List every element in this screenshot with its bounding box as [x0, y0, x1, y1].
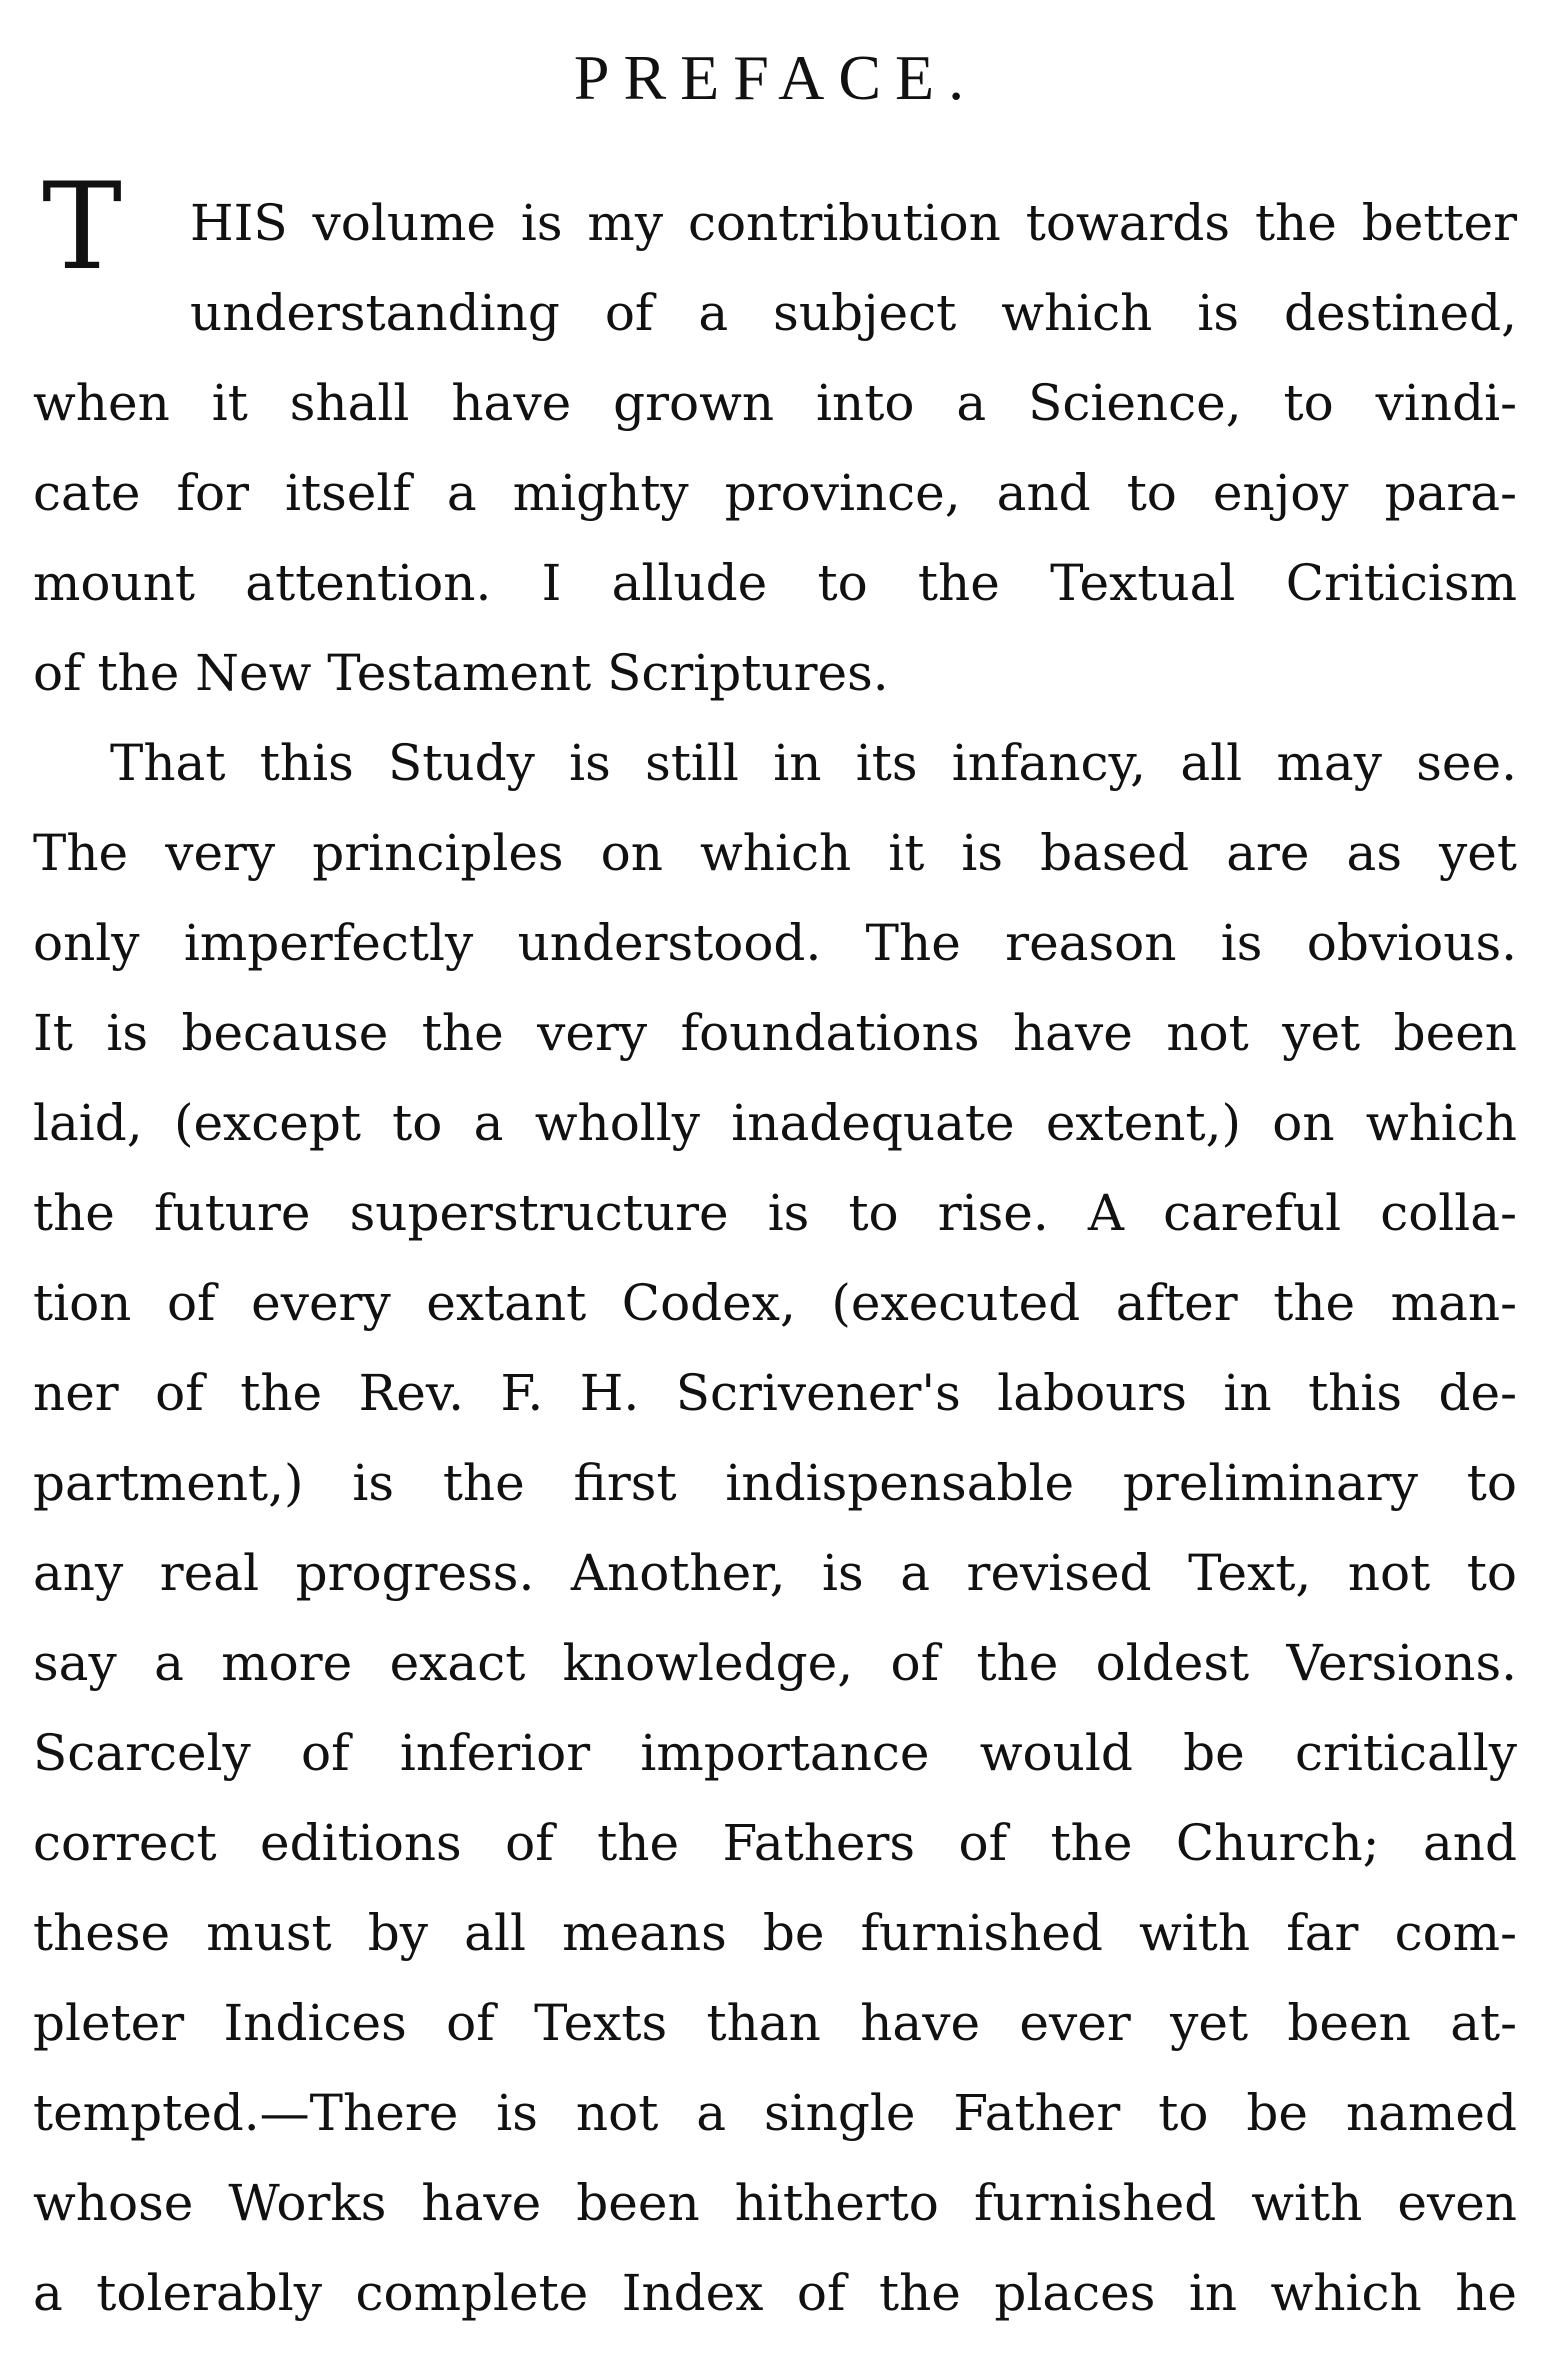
text-line: any real progress. Another, is a revised Text, not to [33, 1544, 1517, 1602]
text-line: HIS volume is my contribution towards the better [190, 194, 1517, 252]
text-line: understanding of a subject which is destined, [190, 284, 1517, 342]
text-line: laid, (except to a wholly inadequate extent,) on which [33, 1094, 1517, 1152]
text-line: the future superstructure is to rise. A careful colla- [33, 1184, 1517, 1242]
text-line: ner of the Rev. F. H. Scrivener's labours in this de- [33, 1364, 1517, 1422]
text-line: tempted.—There is not a single Father to be named [33, 2084, 1517, 2142]
text-line: It is because the very foundations have not yet been [33, 1004, 1517, 1062]
drop-cap: T [42, 158, 123, 297]
text-line: pleter Indices of Texts than have ever yet been at- [33, 1994, 1517, 2052]
text-line: say a more exact knowledge, of the oldest Versions. [33, 1634, 1517, 1692]
text-line: when it shall have grown into a Science, to vindi- [33, 374, 1517, 432]
text-line: Scarcely of inferior importance would be critically [33, 1724, 1517, 1782]
text-line: cate for itself a mighty province, and to enjoy para- [33, 464, 1517, 522]
text-line: correct editions of the Fathers of the Church; and [33, 1814, 1517, 1872]
text-line: these must by all means be furnished with far com- [33, 1904, 1517, 1962]
text-line: That this Study is still in its infancy, all may see. [110, 734, 1517, 792]
page-heading: PREFACE. [573, 42, 979, 113]
text-line: whose Works have been hitherto furnished with even [33, 2174, 1517, 2232]
text-line: a tolerably complete Index of the places in which he [33, 2264, 1517, 2322]
text-line: tion of every extant Codex, (executed after the man- [33, 1274, 1517, 1332]
text-line: of the New Testament Scriptures. [33, 644, 889, 702]
text-line: partment,) is the first indispensable preliminary to [33, 1454, 1517, 1512]
text-line: The very principles on which it is based are as yet [33, 824, 1517, 882]
text-line: only imperfectly understood. The reason is obvious. [33, 914, 1517, 972]
text-line: mount attention. I allude to the Textual Criticism [33, 554, 1517, 612]
